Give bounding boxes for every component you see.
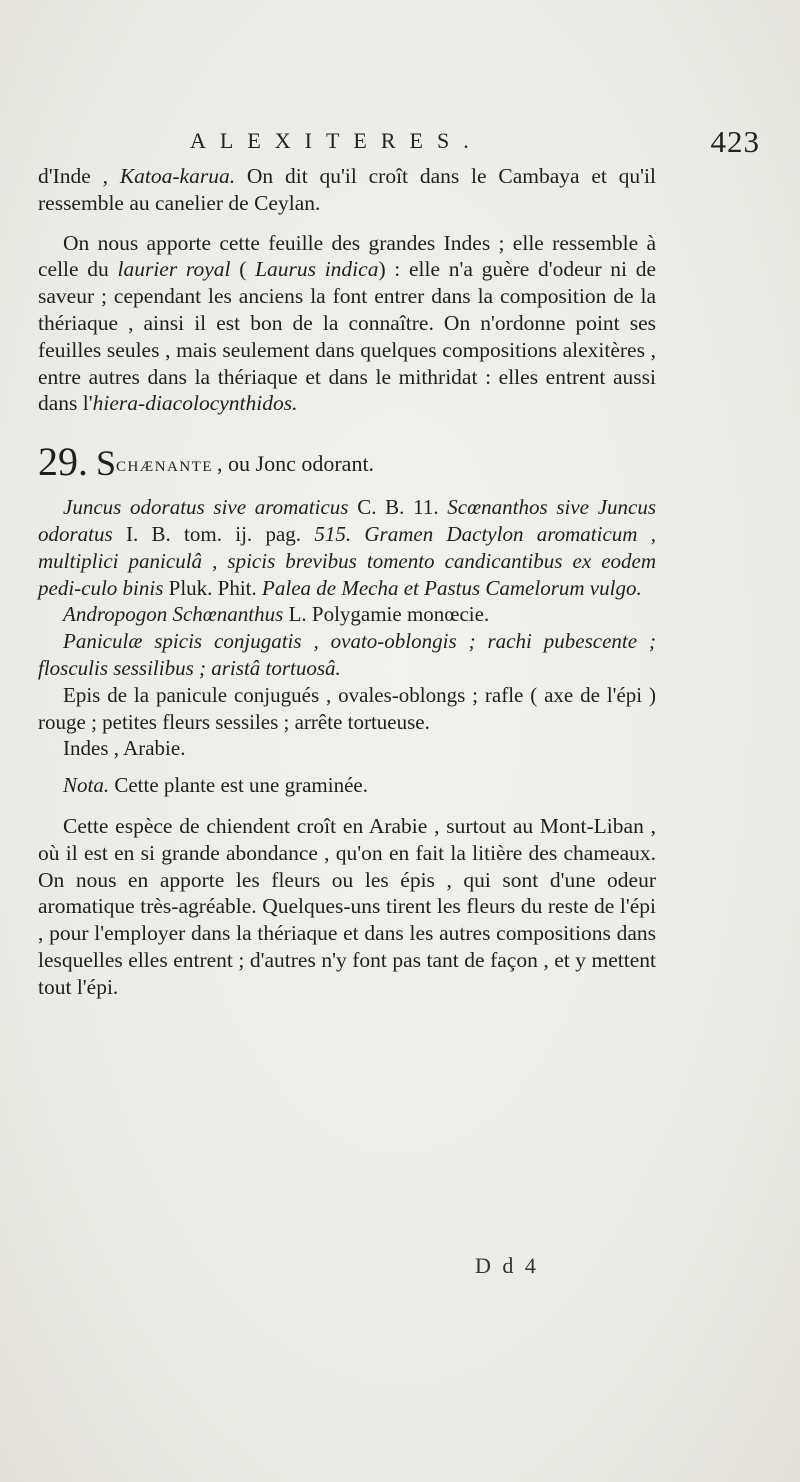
italic-term: Juncus odoratus sive aromaticus (63, 495, 349, 520)
entry-heading (38, 439, 656, 485)
text-run: ) : elle n'a guère d'odeur ni de saveur ; cependant les anciens la font entrer dans la composition de la thériaque , ainsi il est bon de la connaître. On n'ordonne point ses feuilles seules , mais seulement dans quelques compositions alexitères , entre autres dans la thériaque et dans le mithridat : elles entrent aussi dans (38, 257, 657, 416)
entry-name-rest: , ou Jonc odorant. (217, 451, 375, 477)
nota-label: Nota. (63, 773, 110, 798)
italic-term: Laurus indica (255, 257, 379, 282)
text-run: On nous apporte cette feuille des grandes Indes ; elle ressemble à celle du (38, 230, 656, 282)
page-header (190, 124, 760, 164)
italic-term: Katoa-karua. (119, 164, 236, 188)
paragraph-chiendent: Cette espèce de chiendent croît en Arabie , surtout au Mont-Liban , où il est en si grande abondance , qu'on en fait la litière des chameaux. On nous en apporte les fleurs ou les épis , qui sont d'une odeur aromatique très-agréable. Quelques-uns tirent les fleurs du reste de l'épi , pour l'employer dans la thériaque et dans les autres compositions dans lesquelles elles entrent ; d'autres n'y font pas tant de façon , et y mettent tout l'épi. (38, 813, 656, 999)
signature-mark: D d 4 (475, 1253, 539, 1278)
synonyms-paragraph (38, 494, 656, 601)
text-run: I. B. tom. ij. pag. (112, 521, 315, 546)
italic-term: 515. Gramen Dactylon aromaticum , multiplici paniculâ , spicis brevibus tomento candicantibus ex eodem pedi-culo binis (38, 521, 656, 600)
nota-line (38, 772, 656, 799)
text-run: L. Polygamie monœcie. (283, 602, 490, 627)
text-run: On dit qu'il croît dans le Cambaya et qu'il ressemble au canelier de Ceylan. (38, 164, 657, 215)
synonyms-block (38, 494, 656, 601)
italic-term: Scœnanthos sive Juncus odoratus (38, 495, 657, 546)
botanical-block (38, 601, 656, 799)
entry-name-caps: CHÆNANTE (116, 459, 214, 476)
text-run: C. B. 11. (348, 495, 448, 520)
italic-term: Andropogon Schœnanthus (63, 602, 284, 627)
page-body (38, 163, 656, 1001)
italic-term: Palea de Mecha et Pastus Camelorum vulgo. (262, 575, 642, 600)
text-run: l' (82, 391, 93, 416)
page-number: 423 (710, 124, 760, 159)
text-run: d'Inde , (38, 164, 120, 188)
text-run: Pluk. Phit. (163, 575, 263, 600)
running-title: ALEXITERES. (190, 128, 483, 153)
paragraph-continuation (38, 163, 656, 217)
text-run: ( (230, 257, 256, 282)
paragraph-feuille-des-indes (38, 230, 656, 418)
italic-term: laurier royal (117, 257, 231, 282)
entry-initial: S (96, 443, 117, 484)
italic-term: hiera-diacolocynthidos. (92, 391, 298, 416)
nota-text: Cette plante est une graminée. (109, 773, 368, 798)
entry-number: 29. (38, 439, 88, 485)
latin-description: Paniculæ spicis conjugatis , ovato-oblongis ; rachi pubescente ; flosculis sessilibus ; aristâ tortuosâ. (38, 629, 656, 680)
origin-line: Indes , Arabie. (63, 736, 186, 761)
linnaean-name (38, 601, 656, 628)
french-description: Epis de la panicule conjugués , ovales-oblongs ; rafle ( axe de l'épi ) rouge ; petites fleurs sessiles ; arrête tortueuse. (38, 682, 656, 734)
